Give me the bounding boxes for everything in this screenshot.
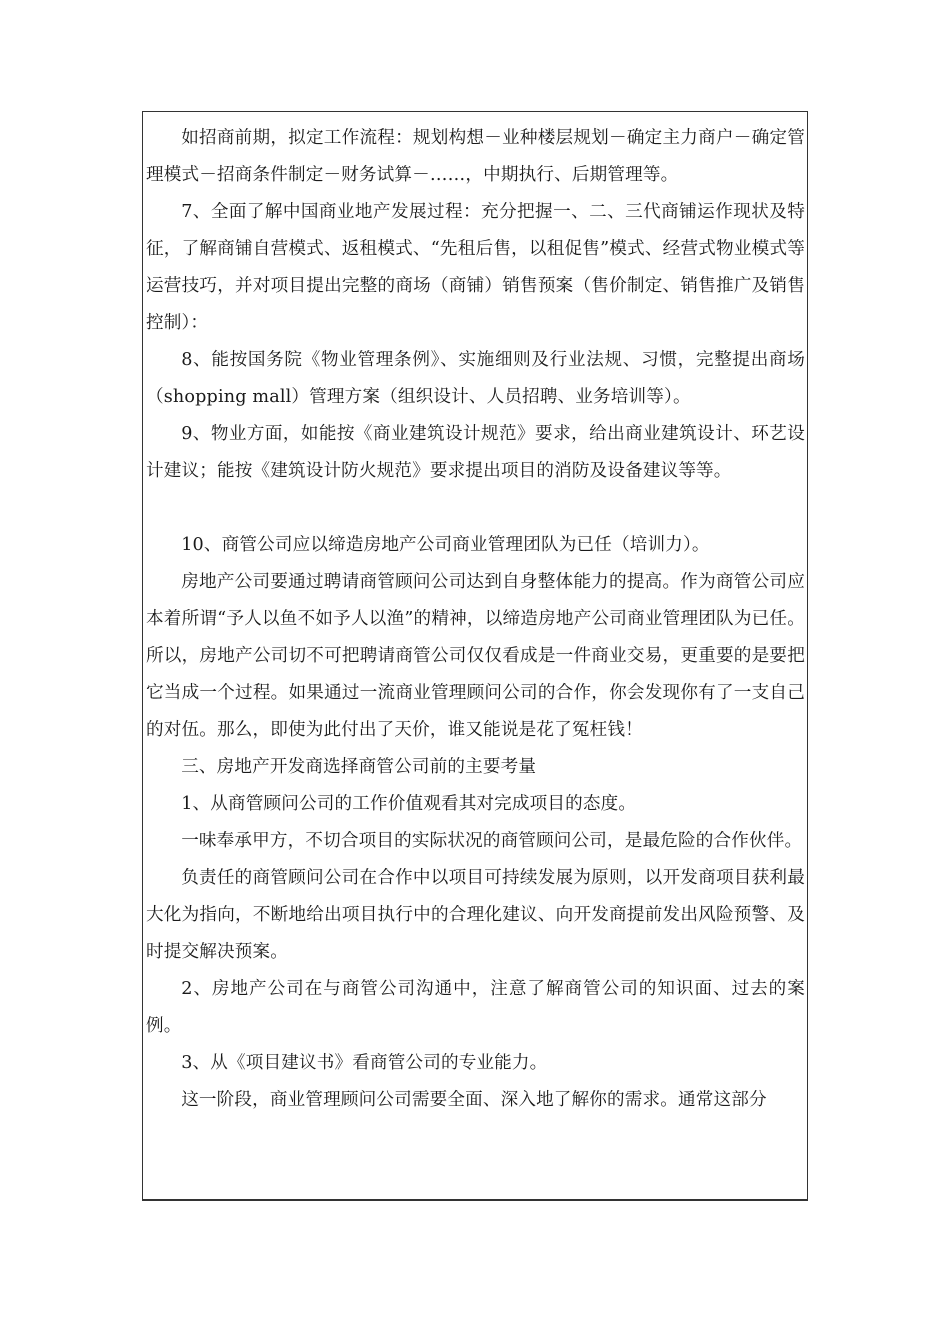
paragraph-item-8: 8、能按国务院《物业管理条例》、实施细则及行业法规、习惯，完整提出商场（shopping mall）管理方案（组织设计、人员招聘、业务培训等）。 [146,350,805,407]
document-frame [142,111,808,1201]
paragraph-flattering-warning: 一味奉承甲方，不切合项目的实际状况的商管顾问公司，是最危险的合作伙伴。 [181,831,803,851]
paragraph-item-9: 9、物业方面，如能按《商业建筑设计规范》要求，给出商业建筑设计、环艺设计建议；能按《建筑设计防火规范》要求提出项目的消防及设备建议等等。 [146,424,805,481]
document-body [143,112,807,1119]
paragraph-responsible-consultant: 负责任的商管顾问公司在合作中以项目可持续发展为原则，以开发商项目获利最大化为指向，不断地给出项目执行中的合理化建议、向开发商提前发出风险预警、及时提交解决预案。 [146,868,805,962]
blank-line [146,490,805,527]
paragraph-team-building: 房地产公司要通过聘请商管顾问公司达到自身整体能力的提高。作为商管公司应本着所谓“予人以鱼不如予人以渔”的精神，以缔造房地产公司商业管理团队为已任。所以，房地产公司切不可把聘请商管公司仅仅看成是一件商业交易，更重要的是要把它当成一个过程。如果通过一流商业管理顾问公司的合作，你会发现你有了一支自己的对伍。那么，即使为此付出了天价，谁又能说是花了冤枉钱！ [146,572,805,740]
paragraph-item-7: 7、全面了解中国商业地产发展过程：充分把握一、二、三代商铺运作现状及特征，了解商铺自营模式、返租模式、“先租后售，以租促售”模式、经营式物业模式等运营技巧，并对项目提出完整的商场（商铺）销售预案（售价制定、销售推广及销售控制）： [146,202,805,333]
paragraph-planning-flow: 如招商前期，拟定工作流程：规划构想－业种楼层规划－确定主力商户－确定管理模式－招商条件制定－财务试算－……，中期执行、后期管理等。 [146,128,805,185]
paragraph-consideration-3: 3、从《项目建议书》看商管公司的专业能力。 [181,1053,548,1073]
paragraph-consideration-2: 2、房地产公司在与商管公司沟通中，注意了解商管公司的知识面、过去的案例。 [146,979,805,1036]
paragraph-needs-assessment: 这一阶段，商业管理顾问公司需要全面、深入地了解你的需求。通常这部分 [181,1090,767,1110]
paragraph-item-10: 10、商管公司应以缔造房地产公司商业管理团队为已任（培训力）。 [181,535,710,555]
paragraph-consideration-1: 1、从商管顾问公司的工作价值观看其对完成项目的态度。 [181,794,637,814]
section-heading-3: 三、房地产开发商选择商管公司前的主要考量 [181,757,537,777]
